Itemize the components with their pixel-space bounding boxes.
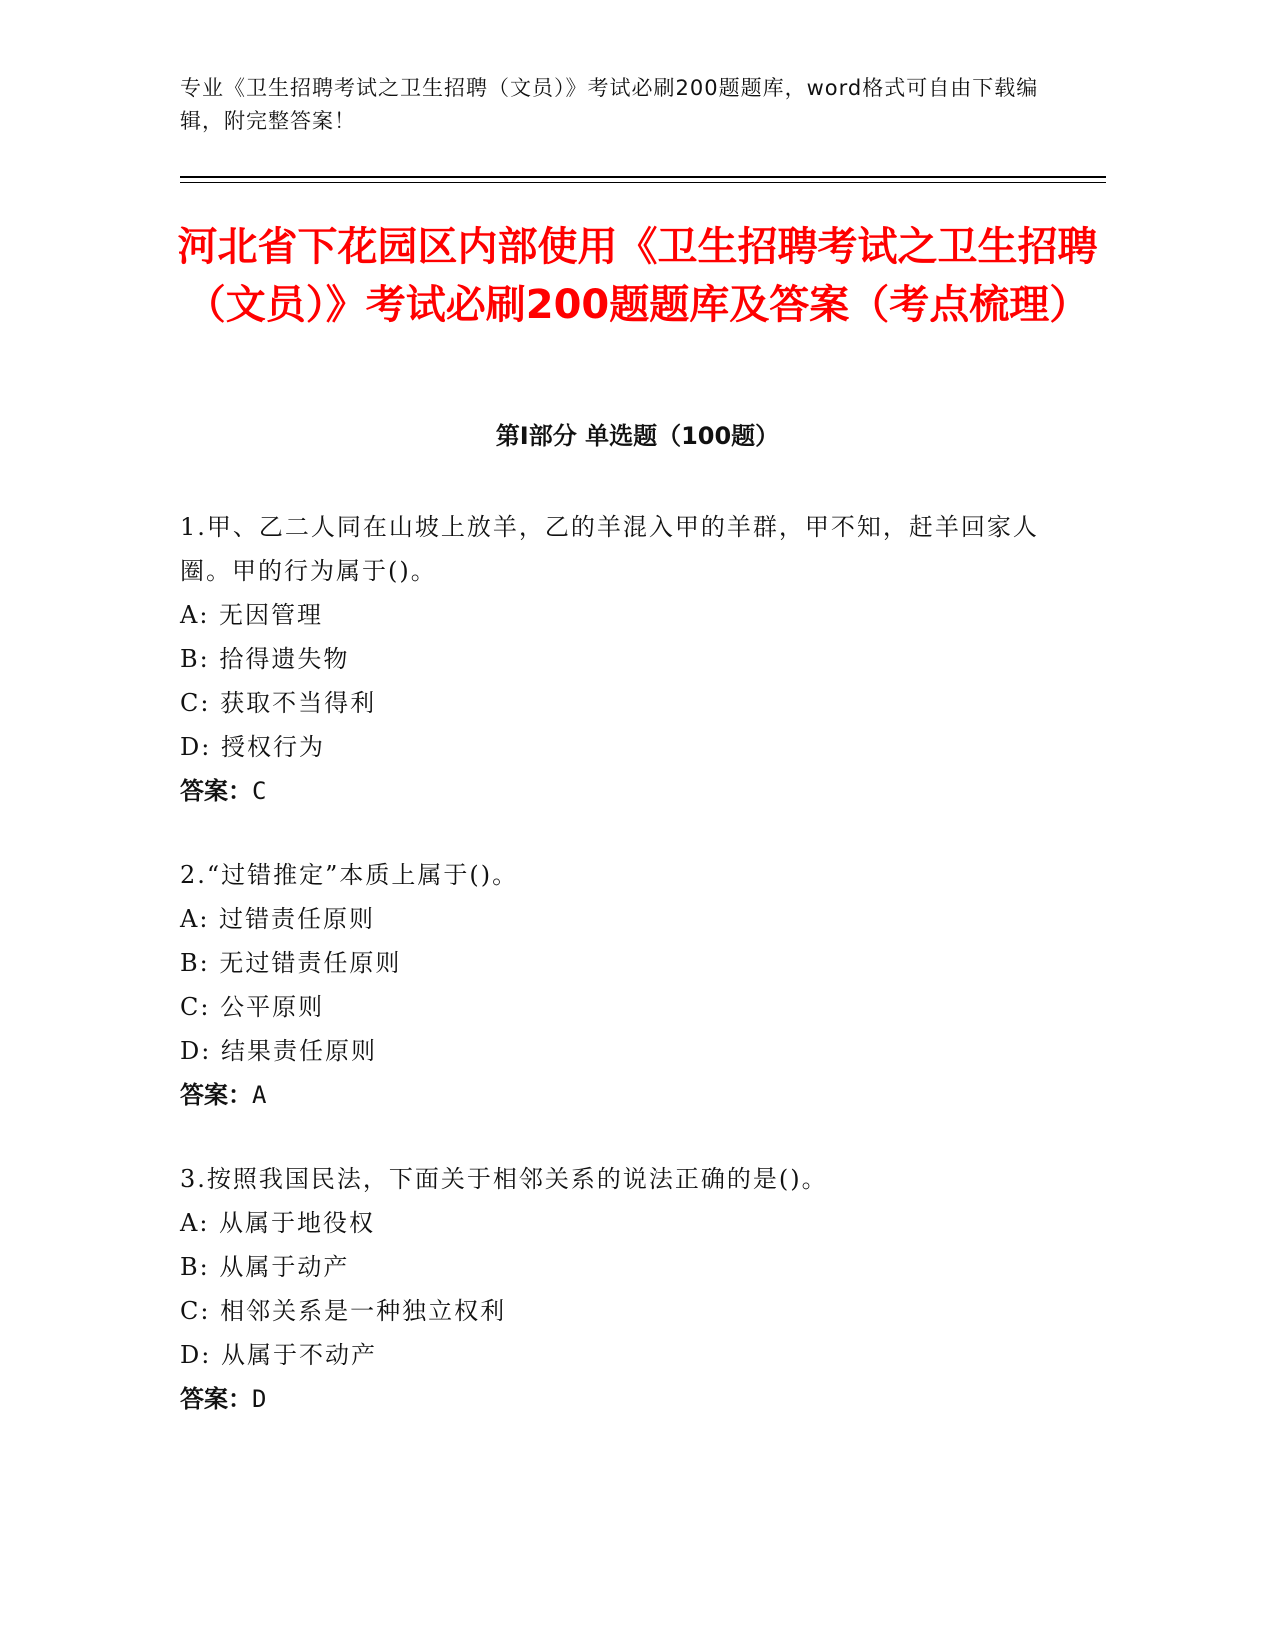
- question-list: [180, 505, 1060, 1461]
- header-divider-thin: [180, 182, 1106, 183]
- option-c: C: 公平原则: [180, 993, 325, 1021]
- section-title: 第Ⅰ部分 单选题（100题）: [495, 422, 780, 450]
- option-d: D: 授权行为: [180, 733, 325, 761]
- option-b: B: 拾得遗失物: [180, 645, 350, 673]
- option-c: C: 相邻关系是一种独立权利: [180, 1297, 507, 1325]
- answer-value: D: [252, 1385, 267, 1413]
- question-stem: 3.按照我国民法，下面关于相邻关系的说法正确的是()。: [180, 1165, 828, 1193]
- question-2: [180, 853, 1060, 1117]
- option-a: A: 过错责任原则: [180, 905, 376, 933]
- answer-line: [180, 769, 1060, 813]
- option-a: A: 无因管理: [180, 601, 324, 629]
- question-3: [180, 1157, 1060, 1421]
- answer-line: [180, 1377, 1060, 1421]
- option-b: B: 从属于动产: [180, 1253, 350, 1281]
- answer-line: [180, 1073, 1060, 1117]
- answer-label: 答案：: [180, 1081, 252, 1109]
- answer-value: C: [252, 777, 267, 805]
- option-d: D: 结果责任原则: [180, 1037, 377, 1065]
- option-a: A: 从属于地役权: [180, 1209, 376, 1237]
- option-d: D: 从属于不动产: [180, 1341, 377, 1369]
- header-note: 专业《卫生招聘考试之卫生招聘（文员）》考试必刷200题题库，word格式可自由下载编辑，附完整答案！: [180, 76, 1039, 133]
- answer-label: 答案：: [180, 1385, 252, 1413]
- question-stem: 1.甲、乙二人同在山坡上放羊，乙的羊混入甲的羊群，甲不知，赶羊回家人圈。甲的行为属于()。: [180, 513, 1039, 585]
- question-1: [180, 505, 1060, 813]
- answer-value: A: [252, 1081, 267, 1109]
- answer-label: 答案：: [180, 777, 252, 805]
- header-divider-thick: [180, 176, 1106, 178]
- question-stem: 2.“过错推定”本质上属于()。: [180, 861, 519, 889]
- option-b: B: 无过错责任原则: [180, 949, 402, 977]
- option-c: C: 获取不当得利: [180, 689, 377, 717]
- document-title: 河北省下花园区内部使用《卫生招聘考试之卫生招聘（文员）》考试必刷200题题库及答案（考点梳理）: [177, 224, 1098, 328]
